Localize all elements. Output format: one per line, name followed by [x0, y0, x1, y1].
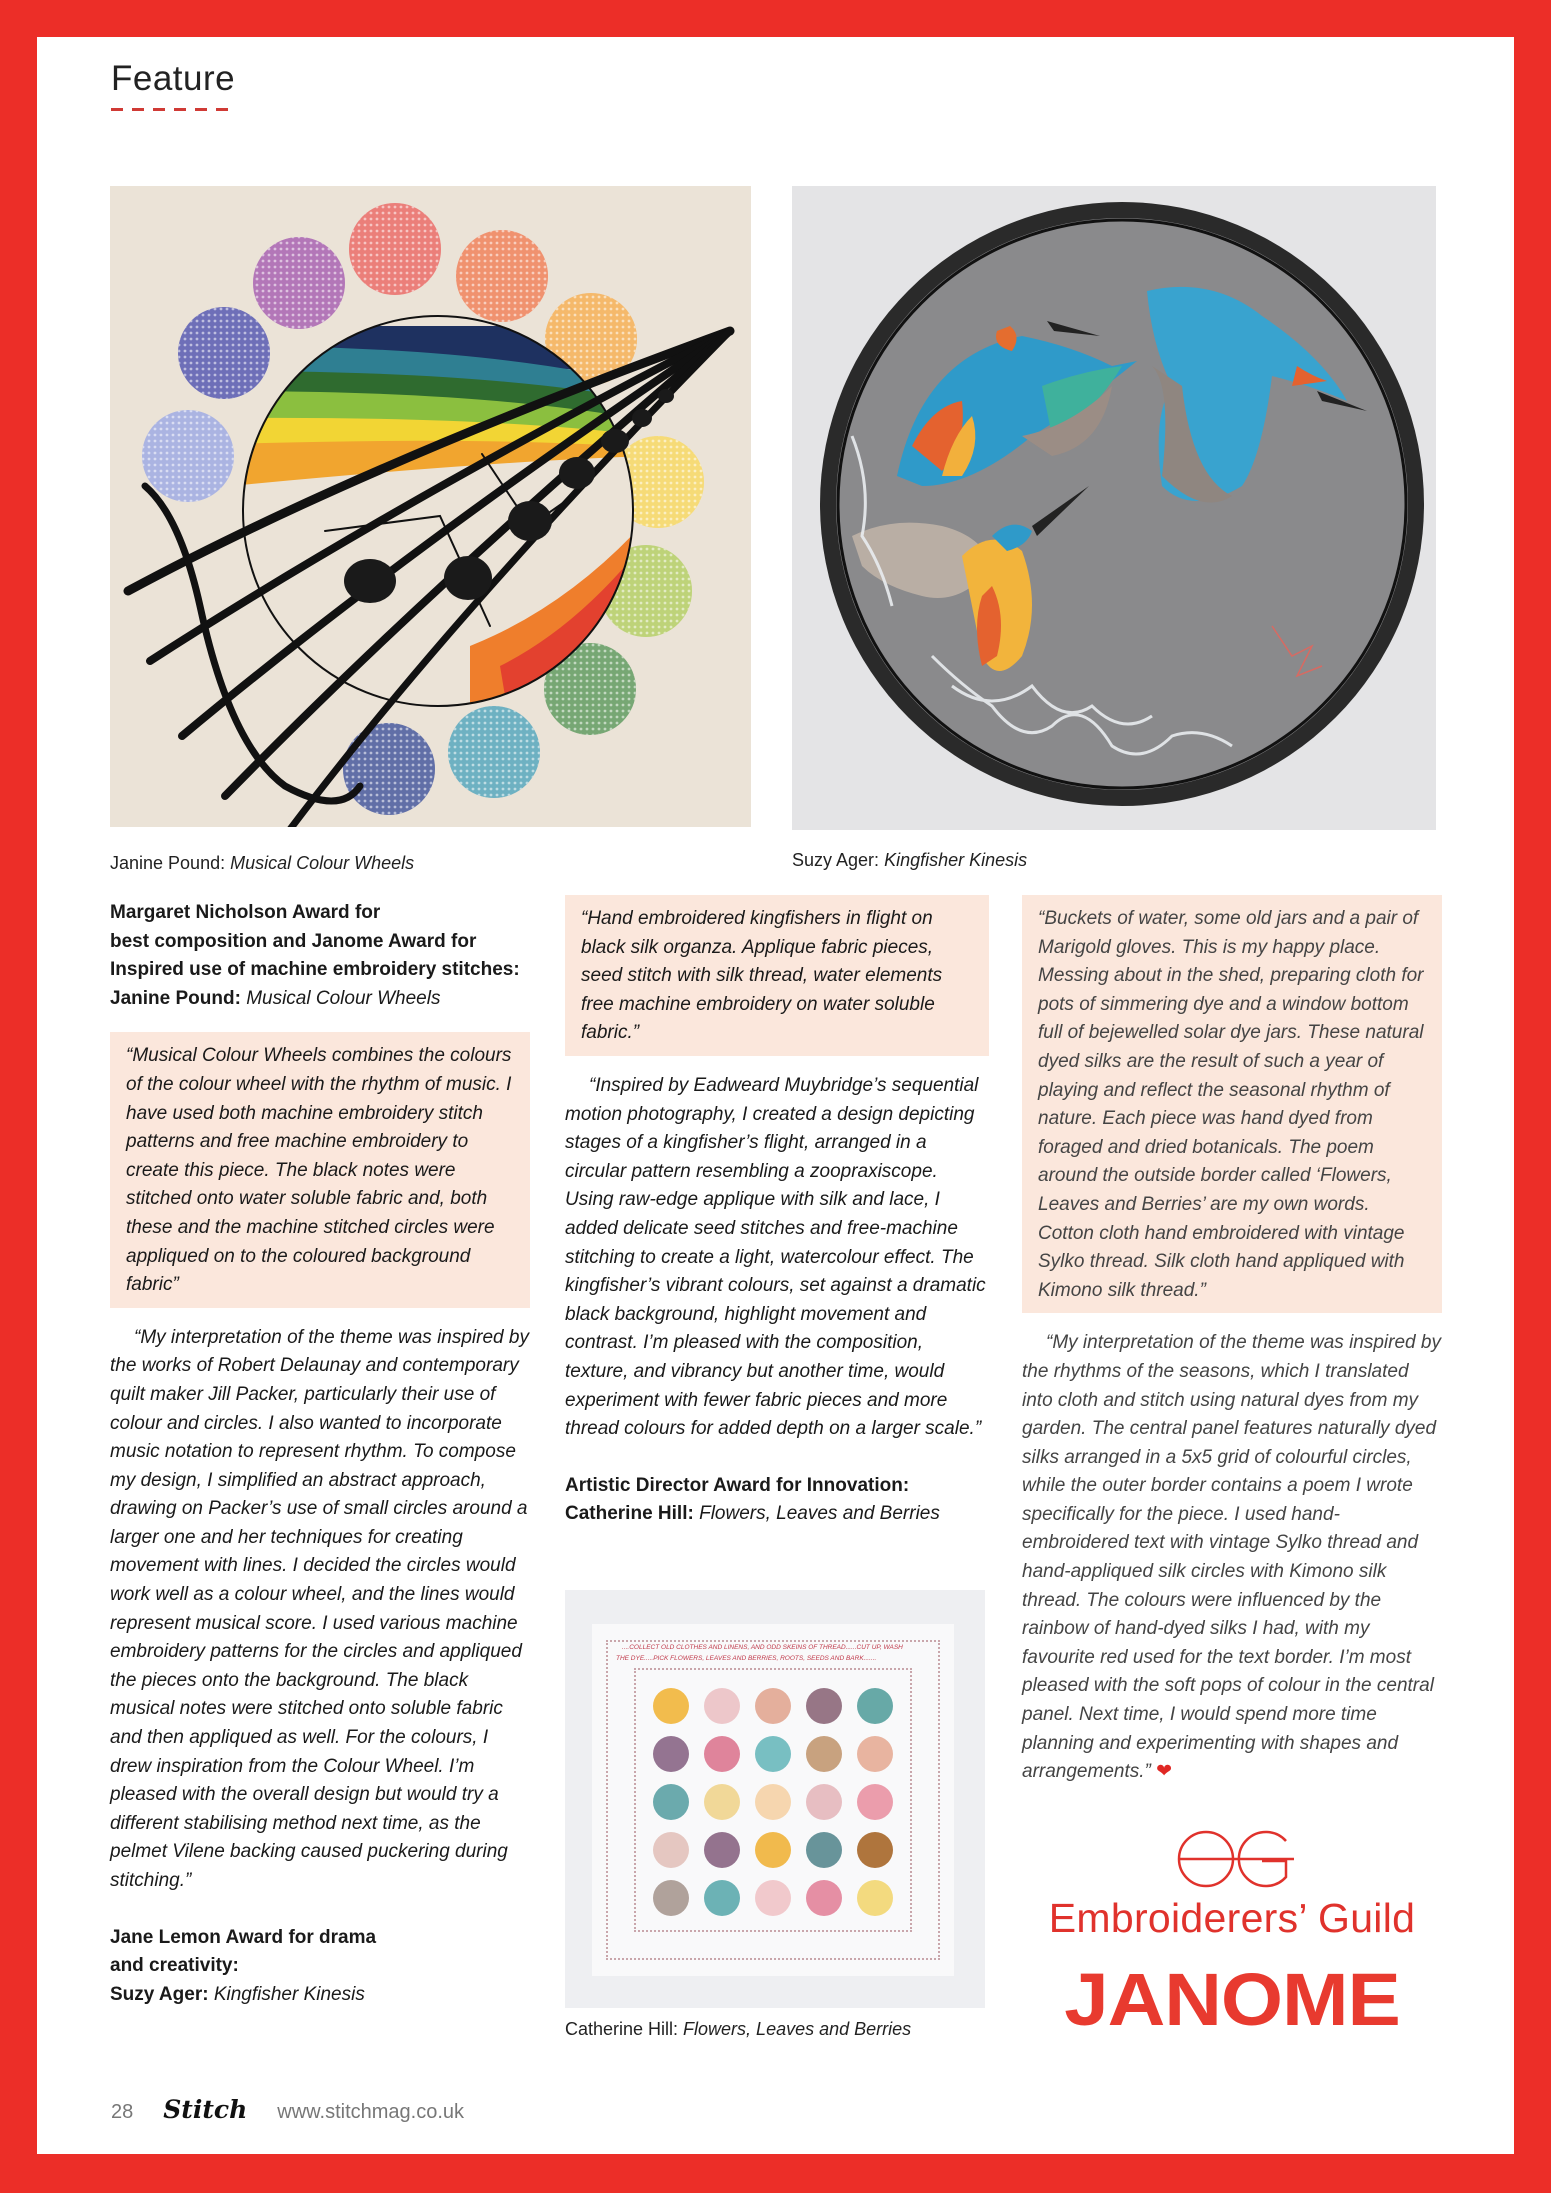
winner-work-title: Kingfisher Kinesis — [213, 1983, 365, 2005]
winner-work-title: Flowers, Leaves and Berries — [699, 1503, 940, 1525]
dyed-silk-circle — [806, 1688, 842, 1724]
border-poem-top: ....COLLECT OLD CLOTHES AND LINENS, AND ODD SKEINS OF THREAD......CUT UP, WASH — [622, 1644, 903, 1651]
caption-title: Musical Colour Wheels — [230, 853, 415, 873]
page-number: 28 — [111, 2101, 134, 2123]
janome-logo: JANOME — [1064, 1958, 1400, 2041]
dyed-silk-circle — [653, 1736, 689, 1772]
award-winner — [565, 1500, 989, 1529]
quote-box-janine: “Musical Colour Wheels combines the colours of the colour wheel with the rhythm of music. I have used both machine embroidery stitch patterns and free machine embroidery to create this piece. The black notes were stitched onto water soluble fabric and, both these and the machine stitched circles were appliqued on to the coloured background fabric” — [110, 1032, 530, 1307]
statement-catherine — [1022, 1329, 1442, 1787]
border-poem-top-2: THE DYE.....PICK FLOWERS, LEAVES AND BERRIES, ROOTS, SEEDS AND BARK....... — [616, 1655, 877, 1662]
guild-name: Embroiderers’ Guild — [1048, 1895, 1416, 1941]
quote-box-catherine: “Buckets of water, some old jars and a pair of Marigold gloves. This is my happy place. Messing about in the shed, preparing cloth for pots of simmering dye and a window bottom full of bejewelled solar dye jars. These natural dyed silks are the result of such a year of playing and reflect the seasonal rhythm of nature. Each piece was hand dyed from foraged and dried botanicals. The poem around the outside border called ‘Flowers, Leaves and Berries’ are my own words. Cotton cloth hand embroidered with vintage Sylko thread. Silk cloth hand appliqued with Kimono silk thread.” — [1022, 895, 1442, 1313]
column-1 — [110, 899, 530, 2009]
dyed-silk-circle — [806, 1784, 842, 1820]
artwork-musical-colour-wheels — [110, 186, 751, 827]
caption-flowers-leaves-berries — [565, 2019, 911, 2040]
dyed-silk-circle — [755, 1736, 791, 1772]
award-line: Inspired use of machine embroidery stitches: — [110, 959, 520, 981]
magazine-page — [37, 37, 1514, 2154]
embroiderers-guild-logo — [1022, 1827, 1442, 1942]
statement-janine: “My interpretation of the theme was inspired by the works of Robert Delaunay and contemporary quilt maker Jill Packer, particularly their use of colour and circles. I also wanted to incorporate music notation to represent rhythm. To compose my design, I simplified an abstract approach, drawing on Packer’s use of small circles around a larger one and her techniques for creating movement with lines. I decided the circles would work well as a colour wheel, and the lines would represent musical score. I used various machine embroidery patterns for the circles and appliqued the pieces onto the background. The black musical notes were stitched onto soluble fabric and then appliqued as well. For the colours, I drew inspiration from the Colour Wheel. I’m pleased with the overall design but would try a different stabilising method next time, as the pelmet Vilene backing caused puckering during stitching.” — [110, 1326, 529, 1891]
dyed-silk-circle — [653, 1832, 689, 1868]
dyed-silk-circle — [857, 1688, 893, 1724]
artwork-kingfisher-kinesis — [792, 186, 1436, 830]
caption-artist: Catherine Hill: — [565, 2019, 684, 2039]
dyed-silk-circle — [806, 1880, 842, 1916]
caption-musical-colour-wheels — [110, 853, 414, 874]
dyed-silk-circle — [704, 1736, 740, 1772]
award-heading-janine — [110, 899, 530, 1013]
magazine-brand: Stitch — [163, 2095, 248, 2124]
dyed-silk-circle — [857, 1784, 893, 1820]
dyed-silk-circle — [857, 1880, 893, 1916]
statement-suzy: “Inspired by Eadweard Muybridge’s sequential motion photography, I created a design depicting stages of a kingfisher’s flight, arranged in a circular pattern resembling a zoopraxiscope. Using raw-edge applique with silk and lace, I added delicate seed stitches and free-machine stitching to create a light, watercolour effect. The kingfisher’s vibrant colours, set against a dramatic black background, highlight movement and contrast. I’m pleased with the composition, texture, and vibrancy but another time, would experiment with fewer fabric pieces and more thread colours for added depth on a larger scale.” — [565, 1074, 986, 1440]
award-line: Jane Lemon Award for drama — [110, 1926, 377, 1948]
dyed-silk-circle — [857, 1736, 893, 1772]
award-winner — [110, 1981, 530, 2010]
column-3 — [1022, 895, 1442, 1787]
page-footer — [111, 2095, 464, 2124]
dyed-silk-circle — [755, 1832, 791, 1868]
dyed-silk-circle — [704, 1832, 740, 1868]
statement-text: “My interpretation of the theme was inspired by the rhythms of the seasons, which I translated into cloth and stitch using natural dyes from my garden. The central panel features naturally dyed silks arranged in a 5x5 grid of colourful circles, while the outer border contains a poem I wrote specifically for the piece. I used hand-embroidered text with vintage Sylko thread and hand-appliqued silk circles with Kimono silk thread. The colours were influenced by the rainbow of hand-dyed silks I had, with my favourite red used for the text border. I’m most pleased with the soft pops of colour in the central panel. Next time, I would spend more time planning and experimenting with shapes and arrangements.” — [1022, 1332, 1441, 1783]
winner-name: Suzy Ager: — [110, 1983, 209, 2005]
dyed-silk-circle — [806, 1832, 842, 1868]
eg-monogram-icon — [1162, 1827, 1302, 1889]
dyed-silk-circle — [653, 1880, 689, 1916]
award-heading-suzy — [110, 1924, 530, 2010]
dyed-silk-circle — [704, 1688, 740, 1724]
winner-work-title: Musical Colour Wheels — [246, 987, 441, 1009]
dyed-silk-circle — [755, 1688, 791, 1724]
kingfisher-kinesis-illustration — [792, 186, 1436, 830]
winner-name: Janine Pound: — [110, 987, 241, 1009]
title-dashed-underline — [111, 108, 231, 111]
award-winner — [110, 985, 530, 1014]
heart-icon: ❤ — [1156, 1761, 1173, 1783]
dyed-silk-circle — [755, 1880, 791, 1916]
caption-artist: Janine Pound: — [110, 853, 231, 873]
winner-name: Catherine Hill: — [565, 1503, 694, 1525]
dyed-silk-circle — [857, 1832, 893, 1868]
caption-kingfisher-kinesis — [792, 850, 1027, 871]
dyed-silk-circle — [704, 1784, 740, 1820]
award-line: Artistic Director Award for Innovation: — [565, 1474, 910, 1496]
award-heading-catherine — [565, 1472, 989, 1529]
dyed-silk-circle — [653, 1784, 689, 1820]
award-line: Margaret Nicholson Award for — [110, 902, 381, 923]
artwork-flowers-leaves-berries — [565, 1590, 985, 2008]
dyed-silk-circle-grid — [646, 1682, 900, 1922]
award-line: and creativity: — [110, 1955, 239, 1977]
dyed-silk-circle — [755, 1784, 791, 1820]
cloth-panel — [592, 1624, 954, 1976]
dyed-silk-circle — [806, 1736, 842, 1772]
caption-title: Kingfisher Kinesis — [884, 850, 1028, 870]
quote-box-suzy: “Hand embroidered kingfishers in flight on black silk organza. Applique fabric pieces, seed stitch with silk thread, water elements free machine embroidery on water soluble fabric.” — [565, 895, 989, 1056]
section-title: Feature — [111, 59, 236, 98]
caption-artist: Suzy Ager: — [792, 850, 885, 870]
caption-title: Flowers, Leaves and Berries — [683, 2019, 912, 2039]
dyed-silk-circle — [653, 1688, 689, 1724]
dyed-silk-circle — [704, 1880, 740, 1916]
award-line: best composition and Janome Award for — [110, 930, 477, 952]
column-2 — [565, 895, 989, 1529]
musical-colour-wheels-illustration — [110, 186, 751, 827]
website-link[interactable]: www.stitchmag.co.uk — [277, 2101, 465, 2123]
